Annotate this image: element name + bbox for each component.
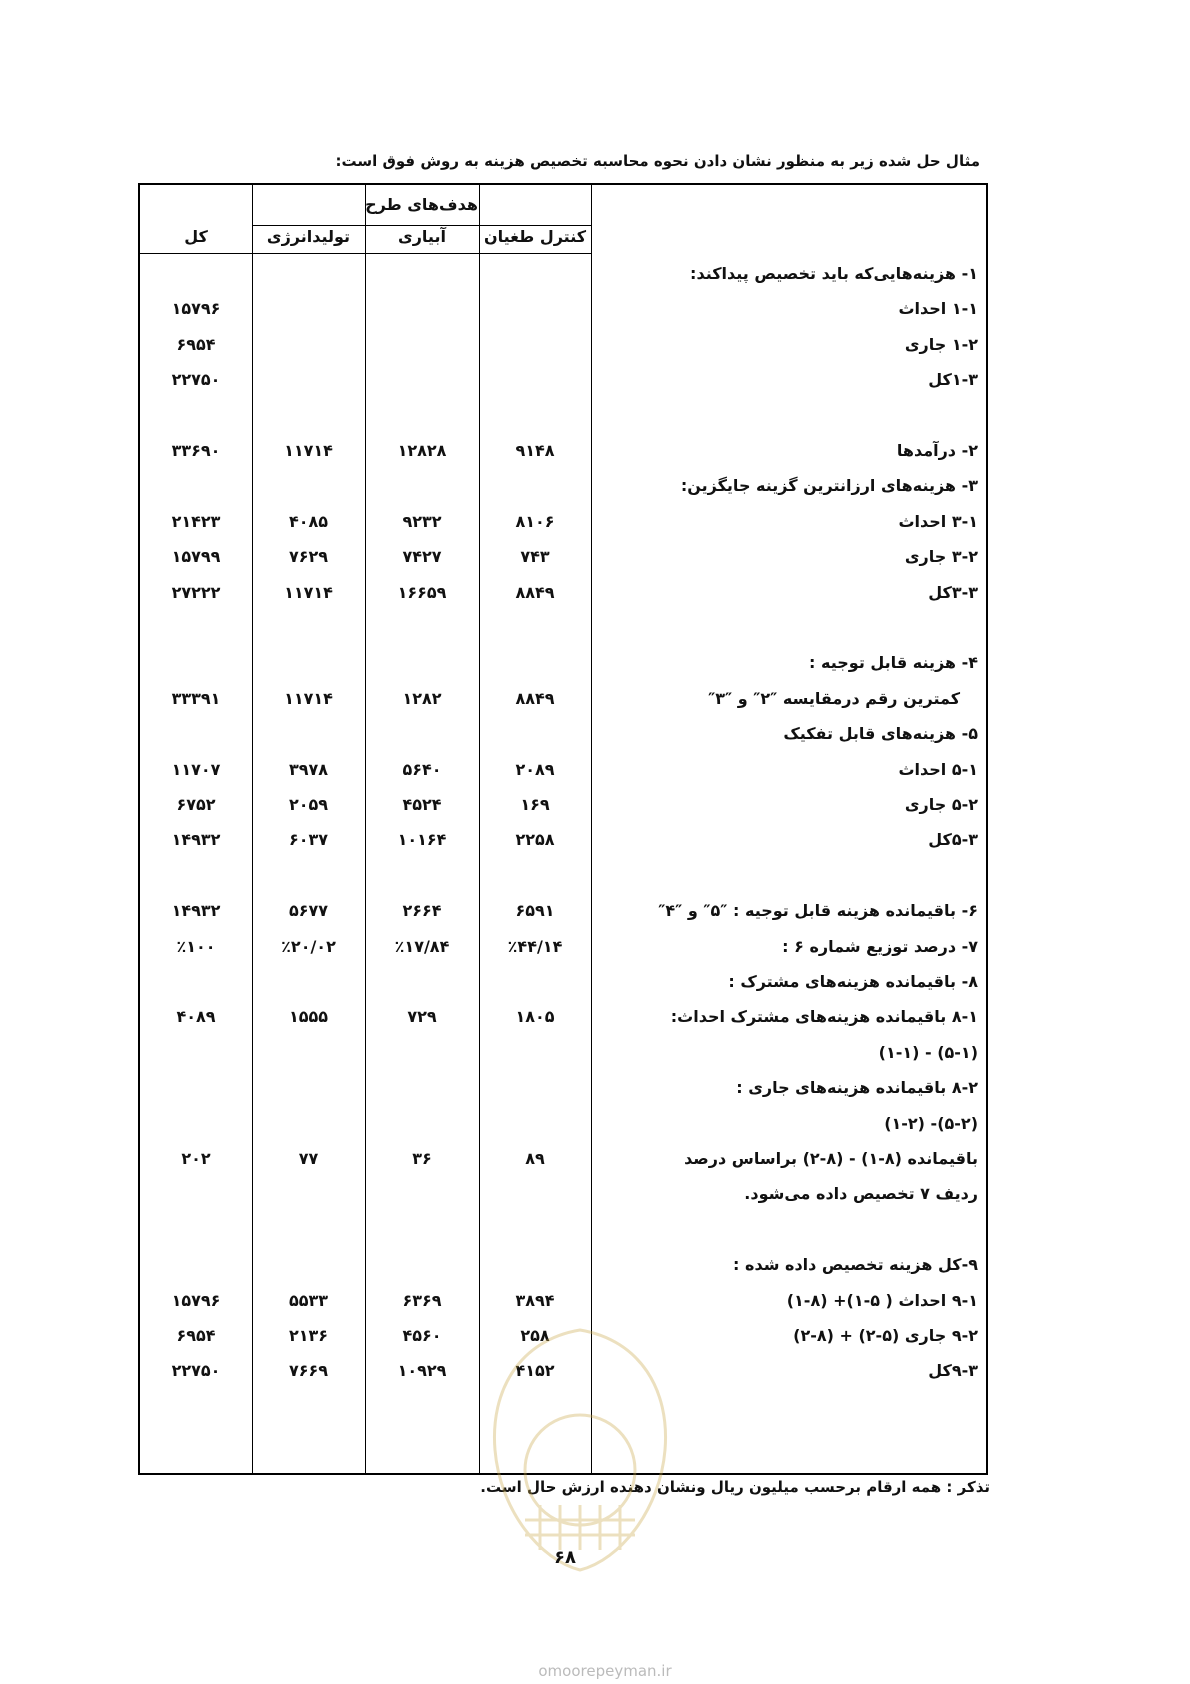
cell-abyari (365, 1246, 479, 1284)
cell-kol: ۲۱۴۲۳ (171, 511, 221, 531)
cell-abyari (365, 326, 479, 364)
cell-abyari (365, 644, 479, 682)
cell-kol: ۳۳۳۹۱ (171, 688, 221, 708)
cell-kol: ۶۷۵۲ (176, 795, 216, 814)
cell-kol (140, 467, 252, 505)
cell-tolid: ۱۱۷۱۴ (284, 688, 333, 708)
table-row (140, 467, 990, 505)
cell-abyari: ۱۰۱۶۴ (397, 830, 447, 850)
cell-kol: ۱۵۷۹۹ (171, 547, 221, 567)
cell-kontrol: ۸۹ (525, 1149, 545, 1168)
cell-tolid (252, 326, 365, 364)
cell-kontrol (479, 361, 591, 399)
table-row (140, 1175, 990, 1213)
table-row (140, 1246, 990, 1284)
cell-tolid: ۱۱۷۱۴ (284, 441, 333, 460)
cell-kol (140, 644, 252, 682)
cell-abyari: ۱۲۸۲ (402, 688, 442, 708)
cell-kol: ۶۹۵۴ (176, 1326, 216, 1345)
cost-allocation-table (138, 183, 988, 1475)
seal-watermark (480, 1320, 680, 1580)
cell-tolid (252, 1211, 365, 1249)
cell-tolid: ۴۰۸۵ (288, 511, 329, 531)
cell-kontrol (479, 609, 591, 647)
row-label: ۹-۱ احداث ( ۵-۱)+ (۸-۱) (786, 1290, 978, 1310)
table-row (140, 432, 990, 470)
cell-kontrol: ۱۶۹ (520, 795, 550, 814)
cell-abyari (365, 361, 479, 399)
cell-kontrol (479, 255, 591, 293)
cell-tolid (252, 290, 365, 328)
cell-kontrol (479, 857, 591, 895)
row-label: (۵-۲)- (۱-۲) (884, 1113, 978, 1133)
row-label: (۵-۱) - (۱-۱) (878, 1042, 978, 1062)
row-label: ۳-۳کل (928, 582, 978, 602)
table-row (140, 680, 990, 718)
cell-tolid (252, 1034, 365, 1072)
cell-abyari: ۱۶۶۵۹ (397, 582, 447, 602)
cell-kol: ۶۹۵۴ (176, 334, 216, 354)
cell-kontrol: ۱۸۰۵ (515, 1007, 555, 1027)
site-watermark: omoorepeyman.ir (538, 1662, 672, 1680)
cell-tolid: ۵۶۷۷ (288, 901, 329, 921)
cell-kontrol (479, 467, 591, 505)
table-row (140, 892, 990, 930)
cell-tolid: ۲۰۵۹ (288, 795, 329, 814)
cell-kol (140, 963, 252, 1001)
table-row (140, 1105, 990, 1143)
cell-kol (140, 397, 252, 435)
cell-kol: ۱۱۷۰۷ (171, 759, 221, 779)
cell-kontrol (479, 1211, 591, 1249)
table-row (140, 963, 990, 1001)
row-label: ۵-۳کل (928, 830, 978, 850)
cell-kontrol: ۸۱۰۶ (515, 511, 555, 531)
row-label: ۱-۱ احداث (898, 299, 978, 319)
cell-abyari: ٪۱۷/۸۴ (394, 936, 450, 956)
cell-kontrol: ۲۲۵۸ (515, 830, 555, 850)
row-label: ردیف ۷ تخصیص داده می‌شود. (744, 1184, 978, 1204)
cell-kol: ۲۲۷۵۰ (171, 370, 221, 390)
cell-kontrol: ۸۸۴۹ (515, 582, 555, 602)
cell-abyari (365, 715, 479, 753)
cell-kontrol: ۸۸۴۹ (515, 688, 555, 708)
row-label: ۱-۳کل (928, 370, 978, 390)
cell-abyari (365, 609, 479, 647)
cell-abyari (365, 397, 479, 435)
cell-kontrol: ۳۸۹۴ (515, 1290, 555, 1310)
table-row (140, 503, 990, 541)
cell-abyari: ۷۴۲۷ (402, 547, 442, 567)
cell-kol: ۱۵۷۹۶ (171, 299, 221, 319)
row-label: کمترین رقم درمقایسه ″۲″ و ″۳″ (708, 688, 960, 708)
cell-kontrol: ۲۵۸ (520, 1326, 550, 1345)
cell-kontrol: ۴۱۵۲ (515, 1361, 555, 1381)
cell-kol (140, 255, 252, 293)
cell-tolid: ۷۶۶۹ (288, 1361, 329, 1381)
cell-tolid (252, 467, 365, 505)
cell-kontrol (479, 963, 591, 1001)
table-row (140, 290, 990, 328)
row-label: ۸- باقیمانده هزینه‌های مشترک : (728, 972, 978, 991)
row-label: ۳-۲ جاری (904, 547, 978, 567)
cell-tolid (252, 361, 365, 399)
row-label (658, 609, 978, 647)
table-row (140, 857, 990, 895)
cell-abyari (365, 1034, 479, 1072)
cell-abyari: ۶۳۶۹ (402, 1290, 442, 1310)
cell-kontrol (479, 1034, 591, 1072)
page-number: ۶۸ (554, 1547, 576, 1568)
row-label: ۹-۲ جاری (۵-۲) + (۸-۲) (793, 1326, 978, 1345)
cell-tolid: ۳۹۷۸ (288, 759, 329, 779)
row-label: ۸-۱ باقیمانده هزینه‌های مشترک احداث: (670, 1007, 978, 1027)
table-row (140, 255, 990, 293)
cell-kol: ۳۳۶۹۰ (171, 441, 221, 460)
cell-abyari: ۲۶۶۴ (402, 901, 442, 921)
cell-kol (140, 1246, 252, 1284)
row-label: ۷- درصد توزیع شماره ۶ : (782, 936, 978, 956)
cell-tolid (252, 857, 365, 895)
row-label (658, 397, 978, 435)
cell-kol (140, 1211, 252, 1249)
cell-abyari: ۱۲۸۲۸ (397, 441, 447, 460)
cell-tolid (252, 963, 365, 1001)
row-label: ۵-۱ احداث (898, 759, 978, 779)
cell-kontrol (479, 1105, 591, 1143)
cell-kontrol: ۶۵۹۱ (515, 901, 555, 921)
intro-text: مثال حل شده زیر به منظور نشان دادن نحوه محاسبه تخصیص هزینه به روش فوق است: (335, 152, 980, 170)
row-label (658, 857, 978, 895)
row-label: ۸-۲ باقیمانده هزینه‌های جاری : (736, 1078, 978, 1098)
table-row (140, 1034, 990, 1072)
row-label: ۵-۲ جاری (904, 795, 978, 814)
table-row (140, 361, 990, 399)
row-label: ۶- باقیمانده هزینه قابل توجیه : ″۵″ و ″۴″ (658, 901, 978, 921)
cell-kol (140, 715, 252, 753)
cell-tolid: ۶۰۳۷ (288, 830, 329, 850)
cell-abyari (365, 1105, 479, 1143)
cell-abyari: ۷۲۹ (407, 1007, 437, 1027)
cell-abyari (365, 290, 479, 328)
table-row (140, 397, 990, 435)
cell-kontrol (479, 644, 591, 682)
table-row (140, 786, 990, 824)
cell-kol (140, 1069, 252, 1107)
cell-abyari (365, 963, 479, 1001)
cell-tolid (252, 1105, 365, 1143)
cell-kol (140, 609, 252, 647)
row-label (658, 1211, 978, 1249)
cell-kol: ۱۵۷۹۶ (171, 1290, 221, 1310)
row-label: ۹-کل هزینه تخصیص داده شده : (733, 1255, 978, 1275)
cell-kol: ٪۱۰۰ (176, 936, 216, 956)
cell-abyari (365, 255, 479, 293)
cell-abyari: ۹۲۳۲ (402, 511, 442, 531)
cell-kol (140, 1034, 252, 1072)
cell-kontrol (479, 290, 591, 328)
cell-abyari: ۵۶۴۰ (402, 759, 442, 779)
cell-tolid: ٪۲۰/۰۲ (281, 936, 336, 956)
cell-tolid (252, 1246, 365, 1284)
table-row (140, 998, 990, 1036)
cell-abyari: ۱۰۹۲۹ (397, 1361, 447, 1381)
cell-kontrol (479, 1069, 591, 1107)
cell-kontrol (479, 1246, 591, 1284)
cell-abyari (365, 467, 479, 505)
cell-tolid (252, 397, 365, 435)
cell-kontrol (479, 397, 591, 435)
row-label: باقیمانده (۸-۱) - (۸-۲) براساس درصد (684, 1149, 978, 1168)
header-group-title: هدف‌های طرح (365, 195, 478, 214)
cell-tolid: ۷۶۲۹ (288, 547, 329, 567)
cell-tolid: ۱۱۷۱۴ (284, 582, 333, 602)
table-row (140, 1211, 990, 1249)
row-label: ۳-۱ احداث (898, 511, 978, 531)
header-kontrol: کنترل طغیان (483, 227, 587, 246)
cell-kontrol: ٪۴۴/۱۴ (507, 936, 563, 956)
table-row (140, 1282, 990, 1320)
cell-abyari (365, 1069, 479, 1107)
table-row (140, 326, 990, 364)
cell-tolid: ۲۱۳۶ (288, 1326, 329, 1345)
cell-kontrol (479, 715, 591, 753)
cell-tolid (252, 1175, 365, 1213)
cell-abyari (365, 1175, 479, 1213)
cell-abyari (365, 1211, 479, 1249)
row-label: ۵- هزینه‌های قابل تفکیک (783, 724, 978, 744)
table-row (140, 1140, 990, 1178)
cell-abyari: ۴۵۲۴ (402, 795, 442, 814)
cell-abyari: ۳۶ (412, 1149, 432, 1168)
cell-abyari: ۴۵۶۰ (402, 1326, 442, 1345)
cell-tolid: ۱۵۵۵ (288, 1007, 329, 1027)
cell-tolid (252, 609, 365, 647)
cell-tolid (252, 255, 365, 293)
row-label: ۱- هزینه‌هایی‌که باید تخصیص پیداکند: (690, 264, 978, 283)
header-divider (252, 225, 591, 226)
cell-kontrol (479, 1175, 591, 1213)
cell-kol: ۱۴۹۳۲ (171, 830, 221, 850)
cell-tolid (252, 1069, 365, 1107)
table-row (140, 751, 990, 789)
table-row (140, 1069, 990, 1107)
cell-kol: ۲۲۷۵۰ (171, 1361, 221, 1381)
table-row (140, 928, 990, 966)
table-row (140, 715, 990, 753)
cell-kol (140, 1105, 252, 1143)
cell-kontrol: ۹۱۴۸ (515, 441, 555, 460)
table-row (140, 644, 990, 682)
cell-kol: ۲۰۲ (181, 1149, 211, 1168)
cell-tolid (252, 644, 365, 682)
header-abyari: آبیاری (398, 227, 446, 246)
table-row (140, 821, 990, 859)
cell-kol: ۴۰۸۹ (176, 1007, 216, 1027)
footnote: تذکر : همه ارقام برحسب میلیون ریال ونشان دهنده ارزش حال است. (480, 1478, 990, 1496)
header-kol: کل (184, 227, 208, 246)
row-label: ۴- هزینه قابل توجیه : (809, 653, 978, 673)
header-bottom-divider (140, 253, 591, 254)
row-label: ۱-۲ جاری (904, 334, 978, 354)
cell-kontrol: ۲۰۸۹ (515, 759, 555, 779)
cell-tolid: ۵۵۳۳ (288, 1290, 329, 1310)
row-label: ۲- درآمدها (896, 441, 978, 460)
table-row (140, 574, 990, 612)
header-tolid: تولیدانرژی (266, 227, 351, 246)
row-label: ۳- هزینه‌های ارزانترین گزینه جایگزین: (680, 476, 978, 496)
table-row (140, 538, 990, 576)
cell-kol: ۲۷۲۲۲ (171, 582, 221, 602)
cell-kontrol (479, 326, 591, 364)
table-row (140, 609, 990, 647)
cell-tolid (252, 715, 365, 753)
cell-kol: ۱۴۹۳۲ (171, 901, 221, 921)
cell-kol (140, 1175, 252, 1213)
cell-tolid: ۷۷ (298, 1149, 319, 1168)
cell-kol (140, 857, 252, 895)
cell-abyari (365, 857, 479, 895)
row-label: ۹-۳کل (928, 1361, 978, 1381)
cell-kontrol: ۷۴۳ (520, 547, 550, 567)
